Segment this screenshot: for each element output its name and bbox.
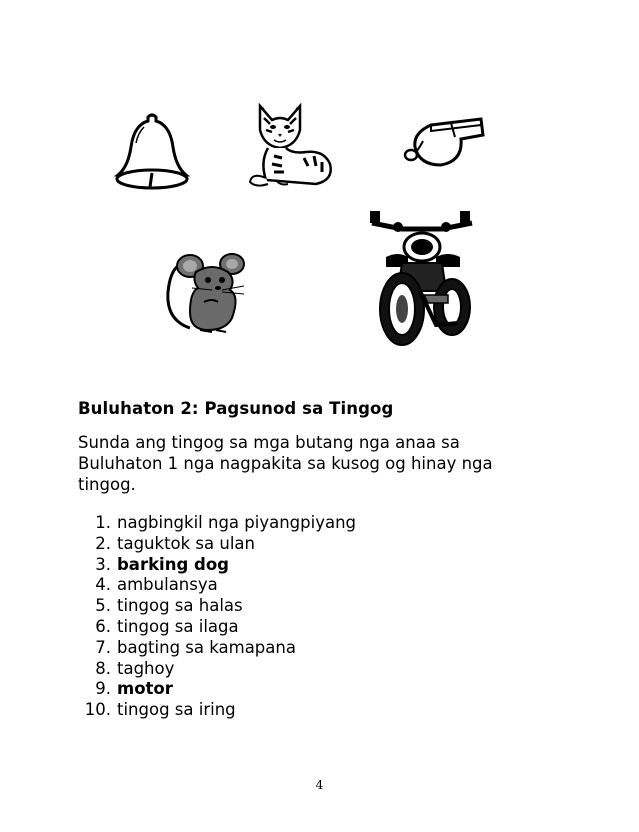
list-item [78,638,356,659]
item-text: motor [117,679,173,699]
whistle-icon [401,111,485,169]
item-number: 7. [95,637,111,657]
item-number: 6. [95,616,111,636]
section-heading: Buluhaton 2: Pagsunod sa Tingog [78,399,394,418]
item-number: 3. [95,554,111,574]
mouse-icon [160,246,250,334]
list-item [78,700,356,721]
list-item [78,575,356,596]
sound-list [78,513,356,721]
list-item [78,617,356,638]
page-number: 4 [315,778,324,792]
list-item [78,555,356,576]
item-number: 2. [95,533,111,553]
item-text: nagbingkil nga piyangpiyang [117,513,357,532]
motorcycle-icon [362,207,482,347]
item-text: taghoy [117,658,175,678]
item-number: 1. [95,513,111,532]
item-text: barking dog [117,554,229,574]
item-text: taguktok sa ulan [117,533,255,553]
item-text: tingog sa ilaga [117,616,239,636]
item-number: 9. [95,679,111,699]
list-item [78,596,356,617]
bell-icon [112,113,192,191]
list-item [78,513,356,534]
list-item [78,534,356,555]
item-text: tingog sa iring [117,700,236,720]
item-text: tingog sa halas [117,596,243,616]
item-text: ambulansya [117,575,218,595]
list-item [78,659,356,680]
list-item [78,679,356,700]
item-number: 10. [84,700,111,720]
item-text: bagting sa kamapana [117,637,296,657]
item-number: 8. [95,658,111,678]
instruction-text: Sunda ang tingog sa mga butang nga anaa sa Buluhaton 1 nga nagpakita sa kusog og hinay nga tingog. [78,433,493,494]
item-number: 4. [95,575,111,595]
item-number: 5. [95,596,111,616]
cat-icon [246,100,338,190]
